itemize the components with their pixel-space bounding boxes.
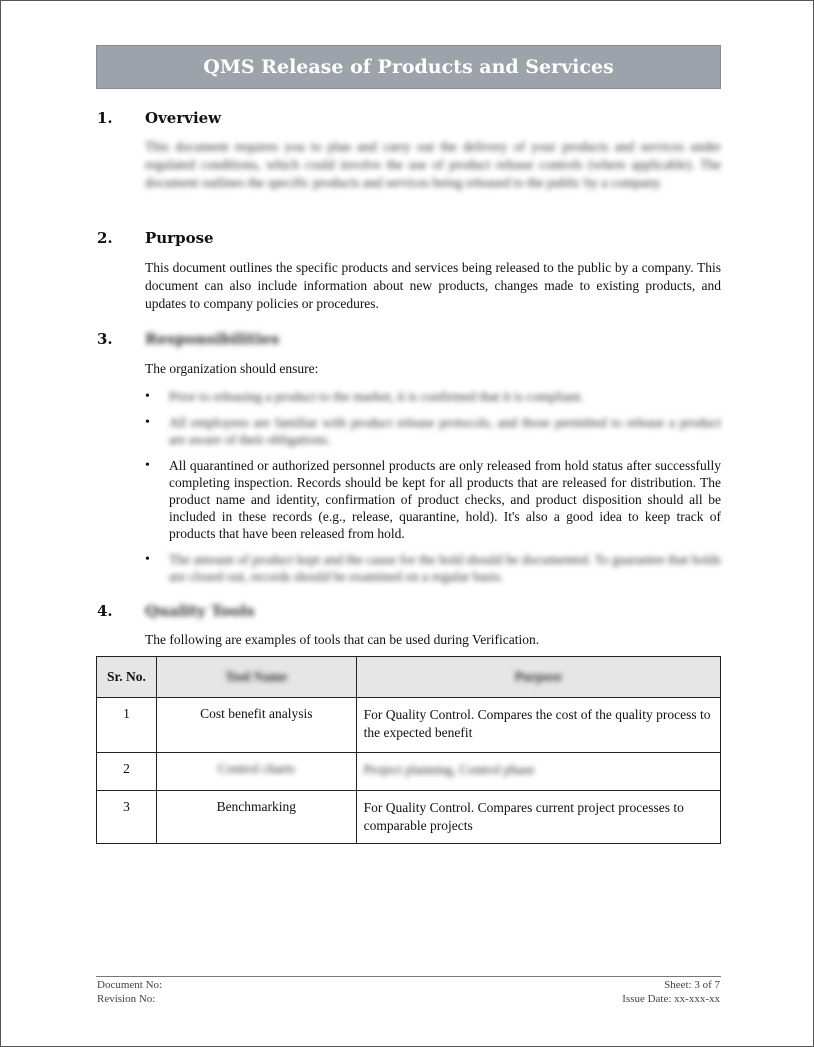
cell-tool-name: [156, 753, 356, 791]
footer-document-no: Document No:: [97, 979, 163, 991]
bullet-icon: •: [145, 552, 150, 567]
section-3-number: 3.: [97, 330, 113, 348]
list-item-text: Prior to releasing a product to the market, it is confirmed that it is compliant.: [169, 389, 584, 404]
footer-divider: [96, 976, 721, 977]
column-header-tool-name: [156, 657, 356, 698]
bullet-icon: •: [145, 389, 150, 404]
cell-tool-name-text: Control charts: [217, 761, 295, 776]
footer-issue-date: Issue Date: xx-xxx-xx: [622, 993, 720, 1005]
list-item-text: The amount of product kept and the cause for the hold should be documented. To guarantee that holds are closed out, records should be examined on a regular basis.: [169, 552, 721, 584]
table-row: [97, 791, 721, 844]
column-header-purpose: [356, 657, 720, 698]
column-header-sr-no: Sr. No.: [97, 657, 157, 698]
list-item-text: All employees are familiar with product release protocols, and those permitted to release a product are aware of their obligations.: [169, 415, 721, 447]
footer-sheet: Sheet: 3 of 7: [664, 979, 720, 991]
section-4-number: 4.: [97, 602, 113, 620]
cell-sr-no: 3: [97, 791, 157, 844]
section-2-title: Purpose: [145, 229, 214, 247]
list-item: [145, 457, 721, 542]
cell-tool-name: Benchmarking: [156, 791, 356, 844]
cell-purpose: For Quality Control. Compares the cost of the quality process to the expected benefit: [356, 698, 720, 753]
cell-sr-no: 2: [97, 753, 157, 791]
section-3-intro: The organization should ensure:: [145, 361, 319, 376]
table-row: [97, 753, 721, 791]
cell-tool-name: Cost benefit analysis: [156, 698, 356, 753]
section-4-intro: The following are examples of tools that can be used during Verification.: [145, 632, 540, 647]
section-1-title: Overview: [145, 109, 222, 127]
table-row: [97, 698, 721, 753]
list-item: [145, 551, 721, 585]
section-1-body: This document requires you to plan and carry out the delivery of your products and services under regulated conditions, which could involve the use of product release controls (where applicable). The document outlines the specific products and services being released to the public by a company.: [145, 139, 721, 190]
section-2-number: 2.: [97, 229, 113, 247]
section-3-title: Responsibilities: [145, 330, 280, 348]
footer-revision-no: Revision No:: [97, 993, 156, 1005]
cell-purpose: [356, 753, 720, 791]
section-1-number: 1.: [97, 109, 113, 127]
cell-sr-no: 1: [97, 698, 157, 753]
column-header-tool-name-text: Tool Name: [225, 669, 288, 684]
quality-tools-table: [96, 656, 721, 844]
cell-purpose-text: Project planning, Control phase: [363, 762, 535, 777]
list-item: [145, 388, 721, 405]
cell-purpose: For Quality Control. Compares current project processes to comparable projects: [356, 791, 720, 844]
list-item: [145, 414, 721, 448]
section-4-title: Quality Tools: [145, 602, 255, 620]
responsibilities-list: [145, 388, 721, 585]
document-title: QMS Release of Products and Services: [96, 45, 721, 89]
bullet-icon: •: [145, 458, 150, 473]
list-item-text: All quarantined or authorized personnel products are only released from hold status after successfully completing inspection. Records should be kept for all products that are released for distribution. The product name and identity, confirmation of product checks, and product disposition should all be included in these records (e.g., release, quarantine, hold). It's also a good idea to keep track of products that have been released from hold.: [169, 458, 721, 541]
section-2-body: This document outlines the specific products and services being released to the public by a company. This document can also include information about new products, changes made to existing products, and updates to company policies or procedures.: [145, 260, 721, 311]
column-header-purpose-text: Purpose: [514, 669, 562, 684]
table-header-row: [97, 657, 721, 698]
bullet-icon: •: [145, 415, 150, 430]
